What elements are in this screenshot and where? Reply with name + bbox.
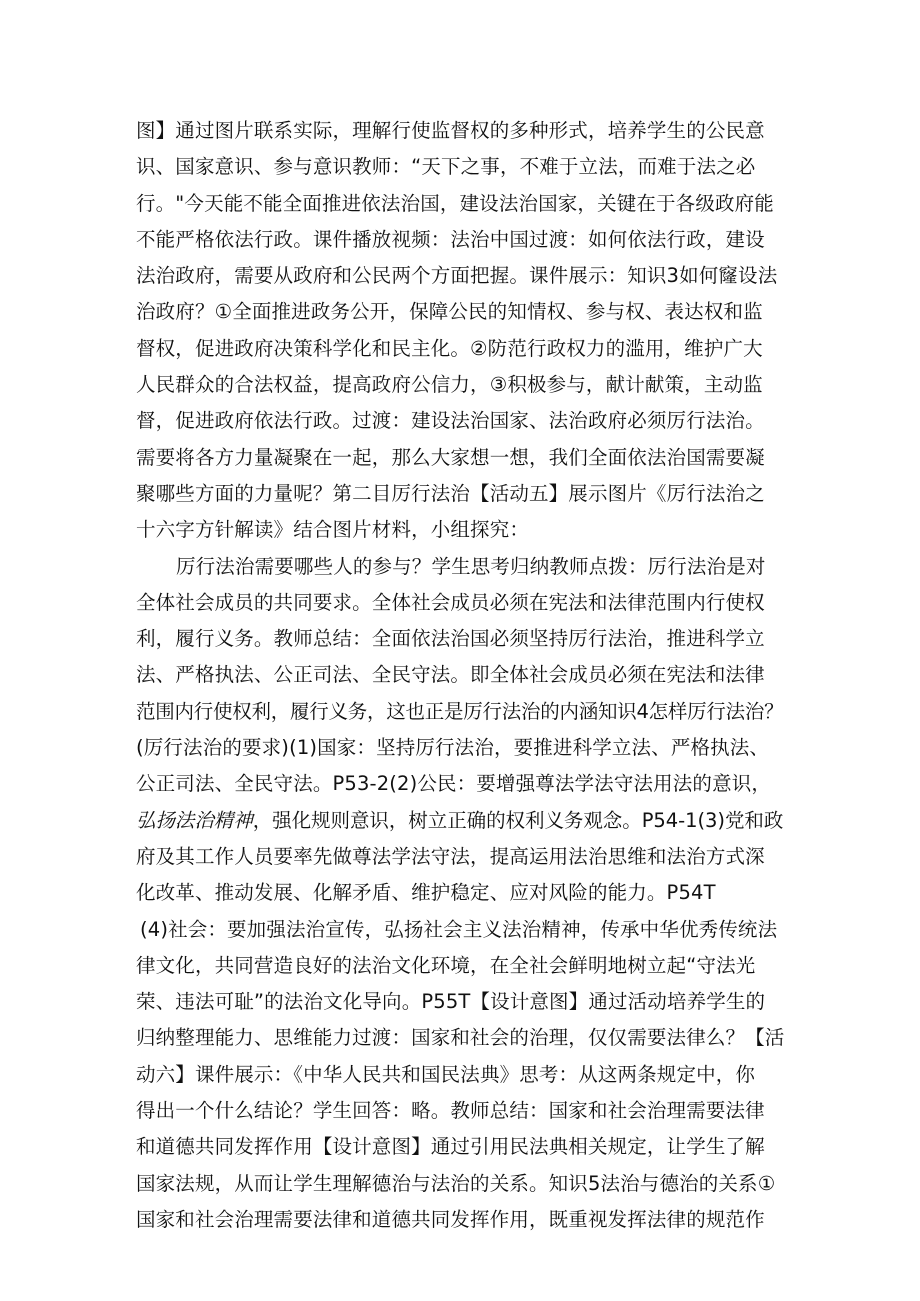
text-line: 治政府？①全面推进政务公开，保障公民的知情权、参与权、表达权和监 [136, 300, 763, 324]
text-line: (厉行法治的要求)(1)国家：坚持厉行法治，要推进科学立法、严格执法、 [136, 736, 770, 760]
text-line: 十六字方针解读》结合图片材料，小组探究： [136, 518, 530, 542]
text-line: 化改革、推动发展、化解矛盾、维护稳定、应对风险的能力。P54T [136, 881, 716, 905]
text-line: 府及其工作人员要率先做尊法学法守法，提高运用法治思维和法治方式深 [136, 844, 765, 868]
text-line [136, 803, 784, 839]
text-line: 国家法规，从而让学生理解德治与法治的关系。知识5法治与德治的关系① [136, 1171, 776, 1195]
italic-emphasis: 弘扬法治精神 [136, 808, 253, 832]
text-line: 督权，促进政府决策科学化和民主化。②防范行政权力的滥用，维护广大 [136, 336, 763, 360]
text-line: 国家和社会治理需要法律和道德共同发挥作用，既重视发挥法律的规范作 [136, 1207, 765, 1231]
text-line: 归纳整理能力、思维能力过渡：国家和社会的治理，仅仅需要法律么？【活 [136, 1026, 785, 1050]
text-line: 荣、违法可耻”的法治文化导向。P55T【设计意图】通过活动培养学生的 [136, 990, 766, 1014]
text-line: 识、国家意识、参与意识教师：“天下之事，不难于立法，而难于法之必 [136, 155, 756, 179]
text-line: 督，促进政府依法行政。过渡：建设法治国家、法治政府必须厉行法治。 [136, 409, 765, 433]
text-line: (4)社会：要加强法治宣传，弘扬社会主义法治精神，传承中华优秀传统法 [140, 917, 778, 941]
text-line: 法、严格执法、公正司法、全民守法。即全体社会成员必须在宪法和法律 [136, 663, 765, 687]
text-line: 全体社会成员的共同要求。全体社会成员必须在宪法和法律范围内行使权 [136, 590, 765, 614]
text-line: 范围内行使权利，履行义务，这也正是厉行法治的内涵知识4怎样厉行法治？ [136, 699, 784, 723]
text-line: 行。"今天能不能全面推进依法治国，建设法治国家，关键在于各级政府能 [136, 191, 774, 215]
text-line: 法治政府，需要从政府和公民两个方面把握。课件展示：知识3如何窿设法 [136, 264, 778, 288]
text-line: 公正司法、全民守法。P53-2(2)公民：要增强尊法学法守法用法的意识， [136, 772, 772, 796]
text-line: 需要将各方力量凝聚在一起，那么大家想一想，我们全面依法治国需要凝 [136, 445, 765, 469]
text-line: 厉行法治需要哪些人的参与？学生思考归纳教师点拨：厉行法治是对 [176, 554, 766, 578]
paragraph-2 [136, 549, 784, 1239]
text-line: 聚哪些方面的力量呢？第二目厉行法治【活动五】展示图片《厉行法治之 [136, 481, 765, 505]
text-line: 利，履行义务。教师总结：全面依法治国必须坚持厉行法治，推进科学立 [136, 627, 765, 651]
text-line: 得出一个什么结论？学生回答：略。教师总结：国家和社会治理需要法律 [136, 1099, 765, 1123]
text-line: 动六】课件展示：《中华人民共和国民法典》思考：从这两条规定中，你 [136, 1062, 756, 1086]
text-line: 图】通过图片联系实际，理解行使监督权的多种形式，培养学生的公民意 [136, 119, 765, 142]
text-line: 不能严格依法行政。课件播放视频：法治中国过渡：如何依法行政，建设 [136, 227, 765, 251]
text-line: 律文化，共同营造良好的法治文化环境，在全社会鲜明地树立起“守法光 [136, 953, 756, 977]
body-text [136, 113, 784, 1238]
text-line-rest: ，强化规则意识，树立正确的权利义务观念。P54-1(3)党和政 [252, 808, 784, 832]
paragraph-1 [136, 113, 784, 549]
text-line: 和道德共同发挥作用【设计意图】通过引用民法典相关规定，让学生了解 [136, 1135, 765, 1159]
text-line: 人民群众的合法权益，提高政府公信力，③积极参与，献计献策，主动监 [136, 373, 763, 397]
